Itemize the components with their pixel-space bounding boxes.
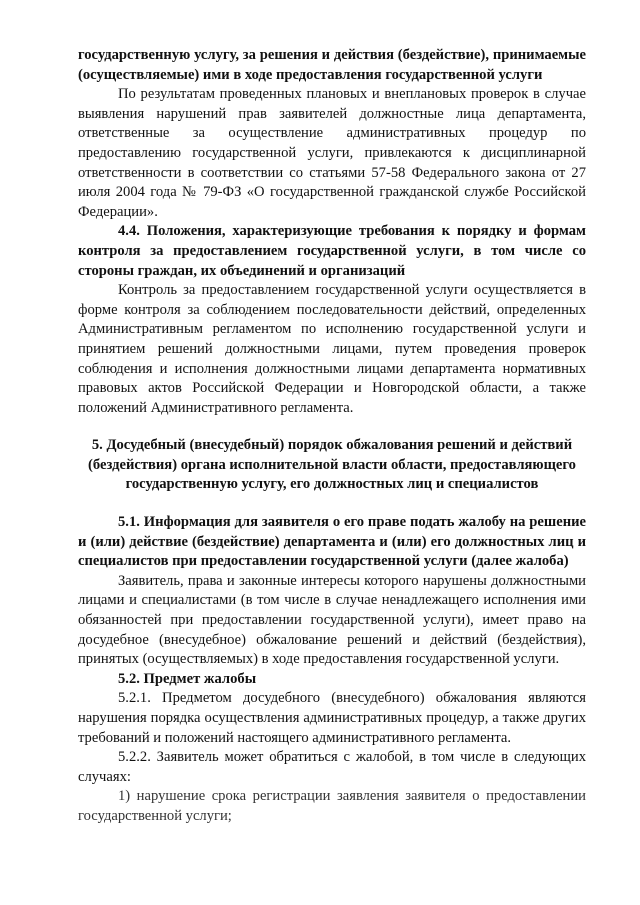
spacer <box>78 418 586 436</box>
document-page <box>78 46 586 827</box>
paragraph-control-form: Контроль за предоставлением государственной услуги осуществляется в форме контроля за соблюдением последовательности действий, определенных Административным регламентом по исполнению государственной услуги и принятием решений должностными лицами, путем проведения проверок соблюдения и исполнения должностными лицами департамента нормативных правовых актов Российской Федерации и Новгородской области, а также положений Административного регламента. <box>78 282 586 416</box>
section-4-4-heading: 4.4. Положения, характеризующие требования к порядку и формам контроля за предоставлением государственной услуги, в том числе со стороны граждан, их объединений и организаций <box>78 223 586 279</box>
section-5-2-heading: 5.2. Предмет жалобы <box>118 670 257 687</box>
spacer <box>78 495 586 513</box>
paragraph-right-to-appeal: Заявитель, права и законные интересы которого нарушены должностными лицами и специалистами (в том числе в случае ненадлежащего исполнения ими обязанностей при предоставлении государственной услуги), имеет право на досудебное (внесудебное) обжалование решений и действий (бездействия), принятых (осуществляемых) в ходе предоставления государственной услуги. <box>78 572 586 668</box>
section-4-3-heading-continuation: государственную услугу, за решения и действия (бездействие), принимаемые (осуществляемые) ими в ходе предоставления государственной услуги <box>78 47 586 83</box>
section-5-1-heading: 5.1. Информация для заявителя о его праве подать жалобу на решение и (или) действие (бездействие) департамента и (или) его должностных лиц и специалистов при предоставлении государственной услуги (далее жалоба) <box>78 514 586 570</box>
paragraph-5-2-2: 5.2.2. Заявитель может обратиться с жалобой, в том числе в следующих случаях: <box>78 749 586 785</box>
paragraph-5-2-1: 5.2.1. Предметом досудебного (внесудебного) обжалования являются нарушения порядка осуществления административных процедур, а также других требований и положений настоящего административного регламента. <box>78 690 586 746</box>
paragraph-disciplinary-responsibility: По результатам проведенных плановых и внеплановых проверок в случае выявления нарушений прав заявителей должностные лица департамента, ответственные за осуществление административных процедур по предоставлению государственной услуги, привлекаются к дисциплинарной ответственности в соответствии со статьями 57-58 Федерального закона от 27 июля 2004 года № 79-ФЗ «О государственной гражданской службе Российской Федерации». <box>78 86 586 220</box>
list-item-1: 1) нарушение срока регистрации заявления заявителя о предоставлении государственной услуги; <box>78 788 586 824</box>
section-5-title: 5. Досудебный (внесудебный) порядок обжалования решений и действий (бездействия) органа исполнительной власти области, предоставляющего государственную услугу, его должностных лиц и специалистов <box>88 437 576 493</box>
